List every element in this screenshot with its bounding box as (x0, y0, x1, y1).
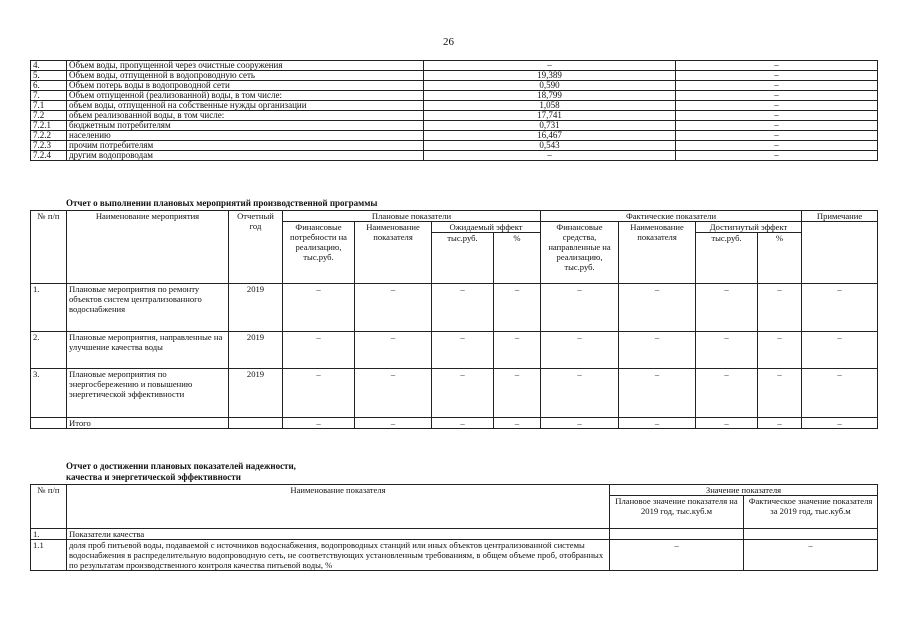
dash-cell: – (802, 418, 878, 429)
row-num: 7.2 (31, 111, 67, 121)
header-pct2: % (758, 233, 802, 284)
row-name: доля проб питьевой воды, подаваемой с источников водоснабжения, водопроводных станций или иных объектов централизованной системы водоснабжения в распределительную водопроводную сеть, не соответствующих установленным требованиям, в общем объеме проб, отобранных по результатам производственного контроля качества питьевой воды, % (67, 540, 610, 571)
row-value: 1,058 (424, 101, 676, 111)
header-rub: тыс.руб. (432, 233, 494, 284)
row-value: 17,741 (424, 111, 676, 121)
header-num: № п/п (31, 211, 67, 284)
row-num: 5. (31, 71, 67, 81)
dash-cell: – (541, 332, 619, 369)
header-indicator: Наименование показателя (67, 485, 610, 529)
header-value: Значение показателя (610, 485, 878, 496)
section2-title: Отчет о выполнении плановых мероприятий производственной программы (66, 198, 378, 208)
dash-cell: – (802, 332, 878, 369)
row-num: 7.2.3 (31, 141, 67, 151)
dash-cell: – (432, 332, 494, 369)
table-row (31, 369, 878, 418)
row-year: 2019 (229, 284, 283, 332)
row-name: Плановые мероприятия по ремонту объектов систем централизованного водоснабжения (67, 284, 229, 332)
dash-cell: – (355, 284, 432, 332)
row-year: 2019 (229, 369, 283, 418)
row-value2: – (676, 91, 878, 101)
dash-cell: – (494, 369, 541, 418)
row-value: – (424, 151, 676, 161)
dash-cell: – (802, 369, 878, 418)
dash-cell: – (355, 332, 432, 369)
dash-cell: – (619, 369, 696, 418)
dash-cell: – (758, 369, 802, 418)
dash-cell: – (355, 369, 432, 418)
dash-cell: – (283, 418, 355, 429)
row-name: Плановые мероприятия по энергосбережению и повышению энергетической эффективности (67, 369, 229, 418)
table-row (31, 61, 878, 71)
row-name: Объем отпущенной (реализованной) воды, в том числе: (67, 91, 424, 101)
row-num: 7.2.4 (31, 151, 67, 161)
row-num: 7.2.1 (31, 121, 67, 131)
row-num: 1. (31, 529, 67, 540)
row-value: 0,590 (424, 81, 676, 91)
header-year: Отчетный год (229, 211, 283, 284)
total-row (31, 418, 878, 429)
row-value2: – (676, 101, 878, 111)
dash-cell: – (758, 418, 802, 429)
reliability-indicators-table (30, 484, 878, 571)
dash-cell: – (283, 332, 355, 369)
row-actual: – (744, 540, 878, 571)
row-name: Показатели качества (67, 529, 610, 540)
dash-cell: – (619, 332, 696, 369)
table-row (31, 141, 878, 151)
dash-cell: – (619, 284, 696, 332)
row-name: объем воды, отпущенной на собственные нужды организации (67, 101, 424, 111)
header-note: Примечание (802, 211, 878, 222)
header-num3: № п/п (31, 485, 67, 529)
table-row (31, 529, 878, 540)
row-value: 18,799 (424, 91, 676, 101)
dash-cell: – (758, 332, 802, 369)
row-value: 16,467 (424, 131, 676, 141)
dash-cell: – (541, 284, 619, 332)
row-num: 6. (31, 81, 67, 91)
header-pct: % (494, 233, 541, 284)
table-row (31, 332, 878, 369)
header-indicator-name2: Наименование показателя (619, 222, 696, 284)
row-num: 7. (31, 91, 67, 101)
row-value2: – (676, 121, 878, 131)
dash-cell: – (283, 284, 355, 332)
dash-cell: – (802, 284, 878, 332)
dash-cell: – (283, 369, 355, 418)
header-rub2: тыс.руб. (696, 233, 758, 284)
header-fin-needs: Финансовые потребности на реализацию, тыс.руб. (283, 222, 355, 284)
row-num: 1.1 (31, 540, 67, 571)
row-num: 2. (31, 332, 67, 369)
dash-cell: – (432, 369, 494, 418)
table-row (31, 71, 878, 81)
row-value: – (424, 61, 676, 71)
dash-cell: – (696, 418, 758, 429)
table-row (31, 151, 878, 161)
dash-cell: – (619, 418, 696, 429)
row-value2: – (676, 71, 878, 81)
row-num: 7.2.2 (31, 131, 67, 141)
row-value2: – (676, 111, 878, 121)
table-row (31, 284, 878, 332)
total-label: Итого (67, 418, 229, 429)
table-row (31, 121, 878, 131)
row-value: 0,543 (424, 141, 676, 151)
total-year (229, 418, 283, 429)
dash-cell: – (494, 332, 541, 369)
header-expected-effect: Ожидаемый эффект (432, 222, 541, 233)
dash-cell: – (758, 284, 802, 332)
header-actual: Фактические показатели (541, 211, 802, 222)
dash-cell: – (696, 332, 758, 369)
header-indicator-name: Наименование показателя (355, 222, 432, 284)
row-num: 1. (31, 284, 67, 332)
row-planned (610, 529, 744, 540)
dash-cell: – (432, 418, 494, 429)
row-value: 19,389 (424, 71, 676, 81)
row-value2: – (676, 131, 878, 141)
row-name: объем реализованной воды, в том числе: (67, 111, 424, 121)
dash-cell: – (494, 284, 541, 332)
table-row (31, 131, 878, 141)
total-num (31, 418, 67, 429)
header-fin-means: Финансовые средства, направленные на реализацию, тыс.руб. (541, 222, 619, 284)
dash-cell: – (541, 369, 619, 418)
table-row (31, 91, 878, 101)
row-year: 2019 (229, 332, 283, 369)
row-name: Объем воды, пропущенной через очистные сооружения (67, 61, 424, 71)
row-name: Объем потерь воды в водопроводной сети (67, 81, 424, 91)
dash-cell: – (696, 369, 758, 418)
section3-title-line1: Отчет о достижении плановых показателей надежности, (66, 461, 296, 471)
header-note-empty (802, 222, 878, 284)
program-activities-table (30, 210, 878, 429)
dash-cell: – (696, 284, 758, 332)
row-planned: – (610, 540, 744, 571)
row-actual (744, 529, 878, 540)
header-actual-value: Фактическое значение показателя за 2019 год, тыс.куб.м (744, 496, 878, 529)
table-row (31, 111, 878, 121)
header-planned: Плановые показатели (283, 211, 541, 222)
row-value2: – (676, 141, 878, 151)
row-num: 4. (31, 61, 67, 71)
row-num: 3. (31, 369, 67, 418)
table-row (31, 101, 878, 111)
row-name: Плановые мероприятия, направленные на улучшение качества воды (67, 332, 229, 369)
row-value2: – (676, 151, 878, 161)
section3-title-line2: качества и энергетической эффективности (66, 472, 241, 482)
row-name: другим водопроводам (67, 151, 424, 161)
page-number: 26 (443, 36, 454, 48)
dash-cell: – (432, 284, 494, 332)
row-name: прочим потребителям (67, 141, 424, 151)
row-name: населению (67, 131, 424, 141)
row-value2: – (676, 81, 878, 91)
row-value2: – (676, 61, 878, 71)
header-activity-name: Наименование мероприятия (67, 211, 229, 284)
table-row (31, 540, 878, 571)
row-value: 0,731 (424, 121, 676, 131)
header-achieved-effect: Достигнутый эффект (696, 222, 802, 233)
table-row (31, 81, 878, 91)
water-volume-table (30, 60, 878, 161)
dash-cell: – (494, 418, 541, 429)
row-num: 7.1 (31, 101, 67, 111)
header-planned-value: Плановое значение показателя на 2019 год, тыс.куб.м (610, 496, 744, 529)
dash-cell: – (355, 418, 432, 429)
row-name: бюджетным потребителям (67, 121, 424, 131)
dash-cell: – (541, 418, 619, 429)
row-name: Объем воды, отпущенной в водопроводную сеть (67, 71, 424, 81)
